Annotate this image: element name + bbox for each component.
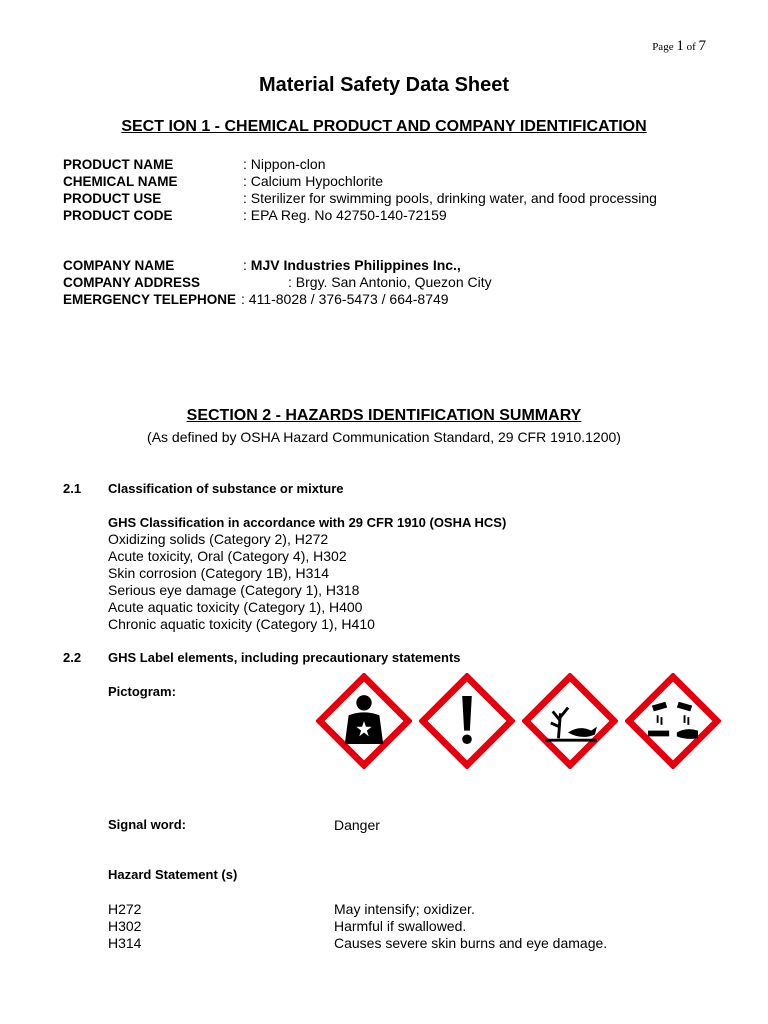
product-use-label: PRODUCT USE <box>63 191 162 206</box>
classification-item: Acute toxicity, Oral (Category 4), H302 <box>108 548 347 564</box>
product-name-label: PRODUCT NAME <box>63 157 174 172</box>
section-2-2-number: 2.2 <box>63 650 82 665</box>
product-code-value: : EPA Reg. No 42750-140-72159 <box>243 207 447 223</box>
chemical-name-label: CHEMICAL NAME <box>63 174 178 189</box>
exclamation-mark-icon <box>419 673 515 769</box>
hazard-code: H272 <box>108 901 142 917</box>
hazard-code: H314 <box>108 935 142 951</box>
product-code-label: PRODUCT CODE <box>63 208 173 223</box>
pictogram-label: Pictogram: <box>108 684 176 699</box>
classification-item: Skin corrosion (Category 1B), H314 <box>108 565 329 581</box>
company-name-value: : MJV Industries Philippines Inc., <box>243 257 461 273</box>
hazard-statement-heading: Hazard Statement (s) <box>108 867 238 882</box>
classification-item: Serious eye damage (Category 1), H318 <box>108 582 360 598</box>
company-name-label: COMPANY NAME <box>63 258 175 273</box>
emergency-telephone-label: EMERGENCY TELEPHONE <box>63 292 237 307</box>
health-hazard-icon <box>316 673 412 769</box>
classification-item: Oxidizing solids (Category 2), H272 <box>108 531 329 547</box>
chemical-name-value: : Calcium Hypochlorite <box>243 173 384 189</box>
company-address-label: COMPANY ADDRESS <box>63 275 201 290</box>
ghs-classification-heading: GHS Classification in accordance with 29 CFR 1910 (OSHA HCS) <box>108 515 507 530</box>
classification-item: Acute aquatic toxicity (Category 1), H400 <box>108 599 363 615</box>
environment-icon <box>522 673 618 769</box>
section2-subtitle: (As defined by OSHA Hazard Communication Standard, 29 CFR 1910.1200) <box>147 429 621 445</box>
section2-heading: SECTION 2 - HAZARDS IDENTIFICATION SUMMARY <box>186 407 582 424</box>
section1-heading: SECT ION 1 - CHEMICAL PRODUCT AND COMPANY IDENTIFICATION <box>121 118 647 135</box>
page-number: Page 1 of 7 <box>652 38 706 54</box>
corrosion-icon <box>625 673 721 769</box>
section-2-1-title: Classification of substance or mixture <box>108 481 344 496</box>
section-2-2-title: GHS Label elements, including precautionary statements <box>108 650 461 665</box>
hazard-text: Harmful if swallowed. <box>334 918 467 934</box>
signal-word-value: Danger <box>334 817 380 833</box>
document-title: Material Safety Data Sheet <box>258 74 510 96</box>
product-use-value: : Sterilizer for swimming pools, drinking water, and food processing <box>243 190 657 206</box>
hazard-code: H302 <box>108 918 142 934</box>
section-2-1-number: 2.1 <box>63 481 82 496</box>
hazard-text: Causes severe skin burns and eye damage. <box>334 935 608 951</box>
signal-word-label: Signal word: <box>108 817 186 832</box>
emergency-telephone-value: : 411-8028 / 376-5473 / 664-8749 <box>241 291 449 307</box>
hazard-text: May intensify; oxidizer. <box>334 901 475 917</box>
company-address-value: : Brgy. San Antonio, Quezon City <box>288 274 492 290</box>
product-name-value: : Nippon-clon <box>243 156 326 172</box>
classification-item: Chronic aquatic toxicity (Category 1), H410 <box>108 616 375 632</box>
